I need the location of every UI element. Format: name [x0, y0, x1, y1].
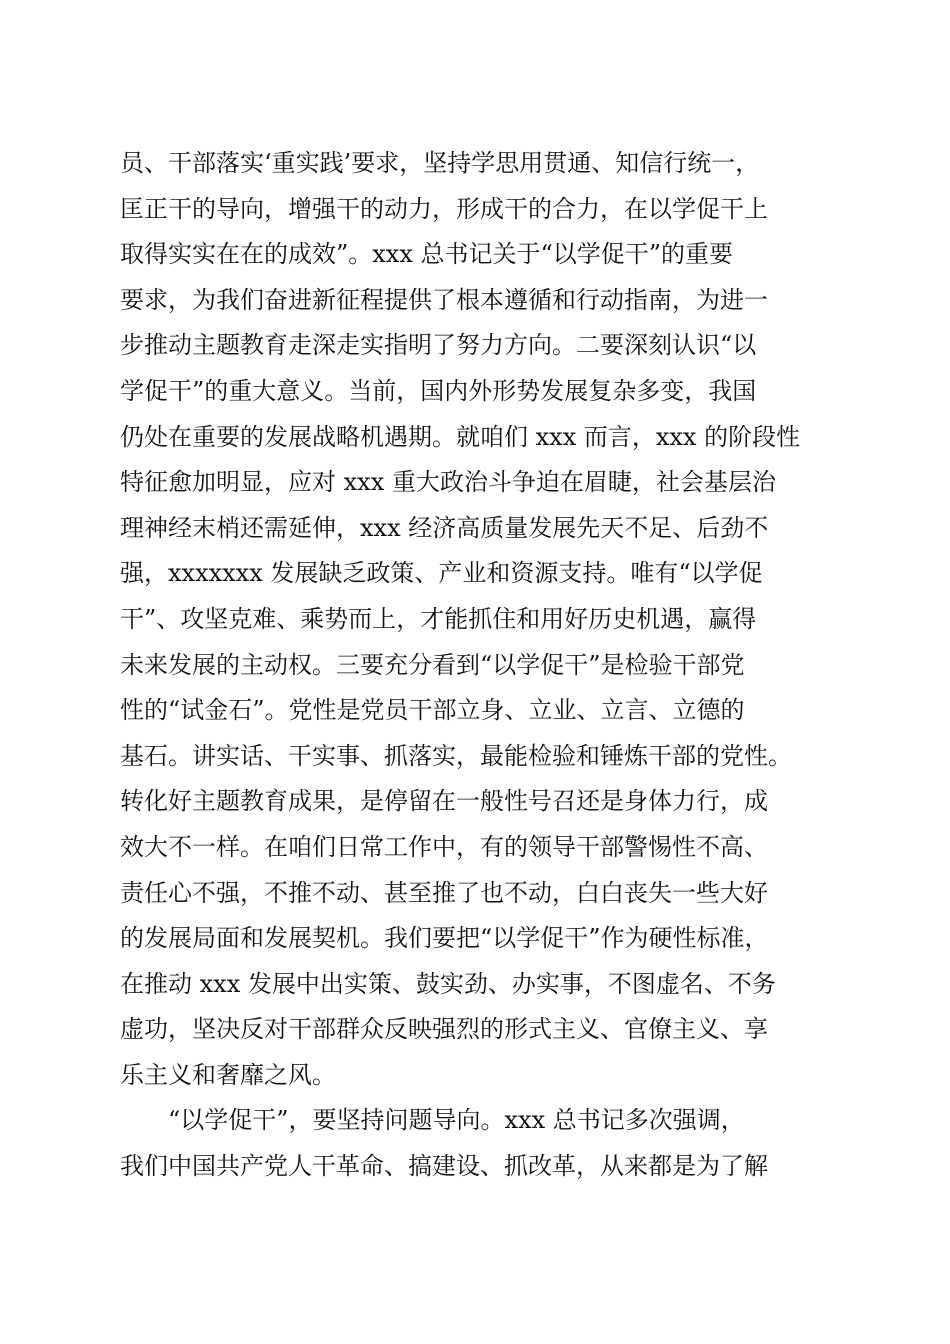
text-line: 匡正干的导向，增强干的动力，形成干的合力，在以学促干上	[120, 194, 768, 223]
text-line: 仍处在重要的发展战略机遇期。就咱们 xxx 而言，xxx 的阶段性	[120, 422, 801, 451]
text-line: 转化好主题教育成果，是停留在一般性号召还是身体力行，成	[120, 787, 768, 816]
text-line: 基石。讲实话、干实事、抓落实，最能检验和锤炼干部的党性。	[120, 741, 792, 770]
text-line: 员、干部落实‘重实践’要求，坚持学思用贯通、知信行统一，	[120, 149, 760, 177]
text-line: 性的“试金石”。党性是党员干部立身、立业、立言、立德的	[120, 696, 745, 725]
text-line: 步推动主题教育走深走实指明了努力方向。二要深刻认识“以	[120, 331, 757, 360]
text-line: 我们中国共产党人干革命、搞建设、抓改革，从来都是为了解	[120, 1152, 768, 1181]
text-line-indented: “以学促干”，要坚持问题导向。xxx 总书记多次强调，	[168, 1106, 745, 1135]
text-line: 取得实实在在的成效”。xxx 总书记关于“以学促干”的重要	[120, 240, 734, 269]
text-line: 虚功，坚决反对干部群众反映强烈的形式主义、官僚主义、享	[120, 1015, 768, 1044]
text-line: 干”、攻坚克难、乘势而上，才能抓住和用好历史机遇，赢得	[120, 604, 757, 633]
text-line: 在推动 xxx 发展中出实策、鼓实劲、办实事，不图虚名、不务	[120, 969, 776, 998]
text-line: 乐主义和奢靡之风。	[120, 1060, 336, 1089]
text-line: 未来发展的主动权。三要充分看到“以学促干”是检验干部党	[120, 650, 745, 679]
text-line: 理神经末梢还需延伸，xxx 经济高质量发展先天不足、后劲不	[120, 513, 769, 542]
body-text	[120, 141, 840, 1190]
paragraph-2	[120, 1098, 840, 1189]
paragraph-1	[120, 141, 840, 1098]
text-line: 要求，为我们奋进新征程提供了根本遵循和行动指南，为进一	[120, 285, 768, 314]
text-line: 的发展局面和发展契机。我们要把“以学促干”作为硬性标准，	[120, 924, 769, 953]
text-line: 效大不一样。在咱们日常工作中，有的领导干部警惕性不高、	[120, 832, 768, 861]
text-line: 特征愈加明显，应对 xxx 重大政治斗争迫在眉睫，社会基层治	[120, 468, 776, 497]
text-line: 学促干”的重大意义。当前，国内外形势发展复杂多变，我国	[120, 376, 757, 405]
text-line: 强，xxxxxxx 发展缺乏政策、产业和资源支持。唯有“以学促	[120, 559, 763, 588]
text-line: 责任心不强，不推不动、甚至推了也不动，白白丧失一些大好	[120, 878, 768, 907]
